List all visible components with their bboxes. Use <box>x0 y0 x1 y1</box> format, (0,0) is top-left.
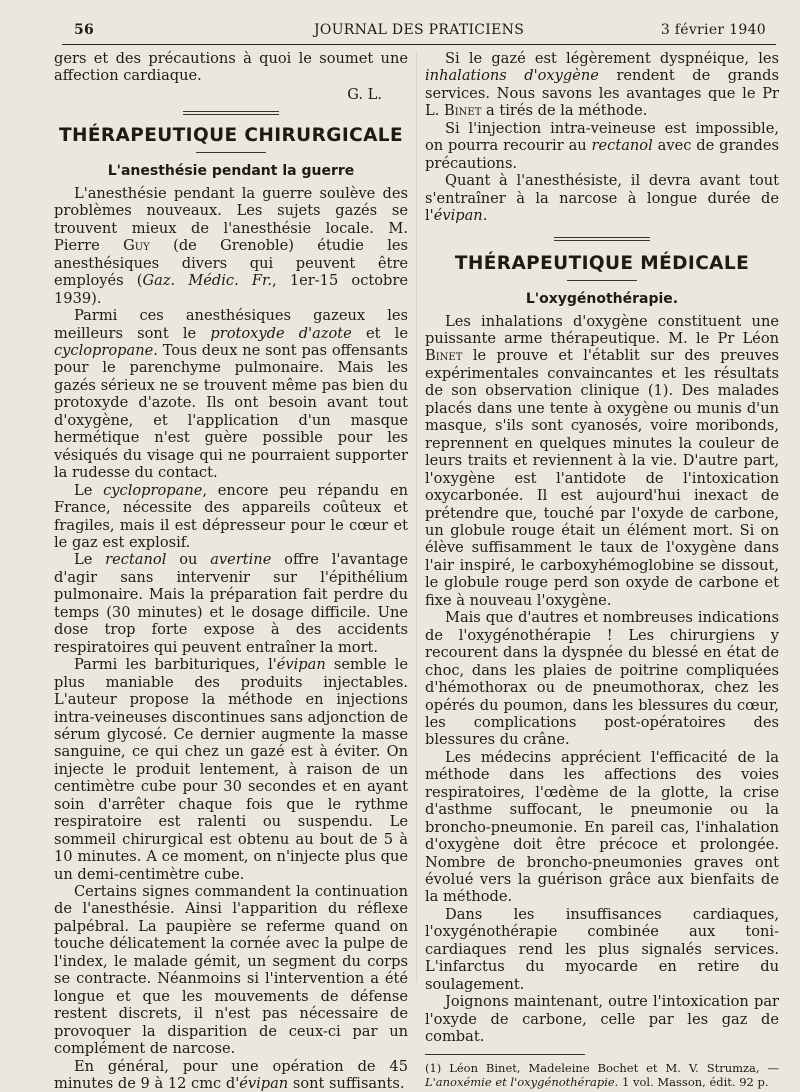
author-name: Guy <box>123 237 150 255</box>
footnote-rule <box>425 1054 585 1055</box>
anesthesia-paragraph-4: Le rectanol ou avertine offre l'avantage d'agir sans intervenir sur l'épithélium pulmonaire. Mais la préparation fait perdre du temps (30 minutes) et le dosage difficile. Une dose trop forte expose à des accidents respiratoires qui peuvent entraîner la mort. <box>54 551 409 656</box>
right-column <box>425 50 779 1089</box>
section-title-surgical: THÉRAPEUTIQUE CHIRURGICALE <box>58 124 404 146</box>
left-column <box>54 50 408 1092</box>
section-title-medical: THÉRAPEUTIQUE MÉDICALE <box>454 252 750 274</box>
issue-date: 3 février 1940 <box>660 22 766 38</box>
column-gutter <box>416 52 417 982</box>
oxygen-paragraph-2: Mais que d'autres et nombreuses indications de l'oxygénothérapie ! Les chirurgiens y recourent dans la dyspnée du blessé en état de choc, dans les plaies de poitrine compliquées d'hémothorax ou de pneumothorax, chez les opérés du poumon, dans les blessures du cœur, les complications post-opératoires des blessures du crâne. <box>425 609 779 749</box>
intro-signature: G. L. <box>347 85 382 103</box>
journal-title: JOURNAL DES PRATICIENS <box>314 22 525 38</box>
anesthesia-paragraph-1: L'anesthésie pendant la guerre soulève des problèmes nouveaux. Les sujets gazés se trouvent mieux de l'anesthésie locale. M. Pierre Guy (de Grenoble) étudie les anesthésiques divers qui peuvent être employés (Gaz. Médic. Fr., 1er-15 octobre 1939). <box>54 184 408 307</box>
oxygen-paragraph-1: Les inhalations d'oxygène constituent une puissante arme thérapeutique. M. le Pr Léon Binet le prouve et l'établit sur des preuves expérimentales convaincantes et les résultats de son observation clinique (1). Des malades placés dans une tente à oxygène ou munis d'un masque, s'ils sont cyanosés, voire moribonds, reprennent en quelques minutes la couleur de leurs traits et reviennent à la vie. D'autre part, l'oxygène est l'antidote de l'intoxication oxycarbonée. Il est aujourd'hui inexact de prétendre que, touché par l'oxyde de carbone, un globule rouge était un élément mort. Si on élève suffisamment le taux de l'oxygène dans l'air inspiré, le carboxyhémoglobine se dissout, le globule rouge perd son oxyde de carbone et fixe à nouveau l'oxygène. <box>425 312 779 609</box>
section-divider <box>554 237 650 241</box>
author-name: L. Binet <box>425 102 482 120</box>
anesthesia-paragraph-10: Quant à l'anesthésiste, il devra avant tout s'entraîner à la narcose à longue durée de l'évipan. <box>425 172 779 225</box>
page-number: 56 <box>74 22 95 38</box>
anesthesia-paragraph-9: Si l'injection intra-veineuse est impossible, on pourra recourir au rectanol avec de grandes précautions. <box>425 119 779 172</box>
intro-paragraph: gers et des précautions à quoi le soumet une affection cardiaque. <box>54 50 408 85</box>
oxygen-paragraph-3: Les médecins apprécient l'efficacité de la méthode dans les affections des voies respiratoires, l'œdème de la glotte, la crise d'asthme suffocant, le pneumonie ou la broncho-pneumonie. En pareil cas, l'inhalation d'oxygène doit être précoce et prolongée. Nombre de broncho-pneumonies graves ont évolué vers la guérison grâce aux bienfaits de la méthode. <box>425 748 779 906</box>
anesthesia-paragraph-5: Parmi les barbituriques, l'évipan semble le plus maniable des produits injectables. L'auteur propose la méthode en injections intra-veineuses discontinues sans adjonction de sérum glycosé. Ce dernier augmente la masse sanguine, ce qui chez un gazé est à éviter. On injecte le produit lentement, à raison de un centimètre cube pour 30 secondes et en ayant soin d'arrêter chaque fois que le rythme respiratoire est ralenti ou suspendu. Le sommeil chirurgical est obtenu au bout de 5 à 10 minutes. A ce moment, on n'injecte plus que un demi-centimètre cube. <box>54 656 408 883</box>
header-rule <box>62 44 776 45</box>
title-rule <box>567 280 637 281</box>
section-divider <box>183 111 279 115</box>
oxygen-paragraph-4: Dans les insuffisances cardiaques, l'oxygénothérapie combinée aux toni-cardiaques rend les plus signalés services. L'infarctus du myocarde en retire du soulagement. <box>425 905 779 993</box>
title-rule <box>196 152 266 153</box>
footnote: (1) Léon Binet, Madeleine Bochet et M. V. Strumza, — L'anoxémie et l'oxygénothérapie. 1 vol. Masson, édit. 92 p. <box>425 1060 779 1089</box>
article-title-anesthesia: L'anesthésie pendant la guerre <box>107 162 355 179</box>
oxygen-paragraph-5: Joignons maintenant, outre l'intoxication par l'oxyde de carbone, celle par les gaz de combat. <box>425 993 779 1046</box>
page-header <box>60 20 772 42</box>
anesthesia-paragraph-7: En général, pour une opération de 45 minutes de 9 à 12 cmc d'évipan sont suffisants. <box>54 1057 408 1092</box>
anesthesia-paragraph-3: Le cyclopropane, encore peu répandu en France, nécessite des appareils coûteux et fragiles, mais il est dépresseur pour le cœur et le gaz est explosif. <box>54 481 408 551</box>
anesthesia-paragraph-6: Certains signes commandent la continuation de l'anesthésie. Ainsi l'apparition du réflexe palpébral. La paupière se referme quand on touche délicatement la cornée avec la pulpe de l'index, le malade gémit, un segment du corps se contracte. Néanmoins si l'intervention a été longue et que les mouvements de défense restent discrets, il n'est pas nécessaire de provoquer la disparition de ceux-ci par un complément de narcose. <box>54 883 408 1058</box>
author-name: Binet <box>425 347 463 365</box>
anesthesia-paragraph-2: Parmi ces anesthésiques gazeux les meilleurs sont le protoxyde d'azote et le cyclopropane. Tous deux ne sont pas offensants pour le parenchyme pulmonaire. Mais les gazés sérieux ne se trouvent même pas bien du protoxyde d'azote. Ils ont besoin avant tout d'oxygène, et l'application d'un masque hermétique n'est guère possible pour les vésiqués du visage qui ne pourraient supporter la rudesse du contact. <box>54 307 408 482</box>
article-title-oxygen: L'oxygénothérapie. <box>525 290 679 307</box>
anesthesia-paragraph-8: Si le gazé est légèrement dyspnéique, les inhalations d'oxygène rendent de grands services. Nous savons les avantages que le Pr L. Binet a tirés de la méthode. <box>425 50 779 120</box>
